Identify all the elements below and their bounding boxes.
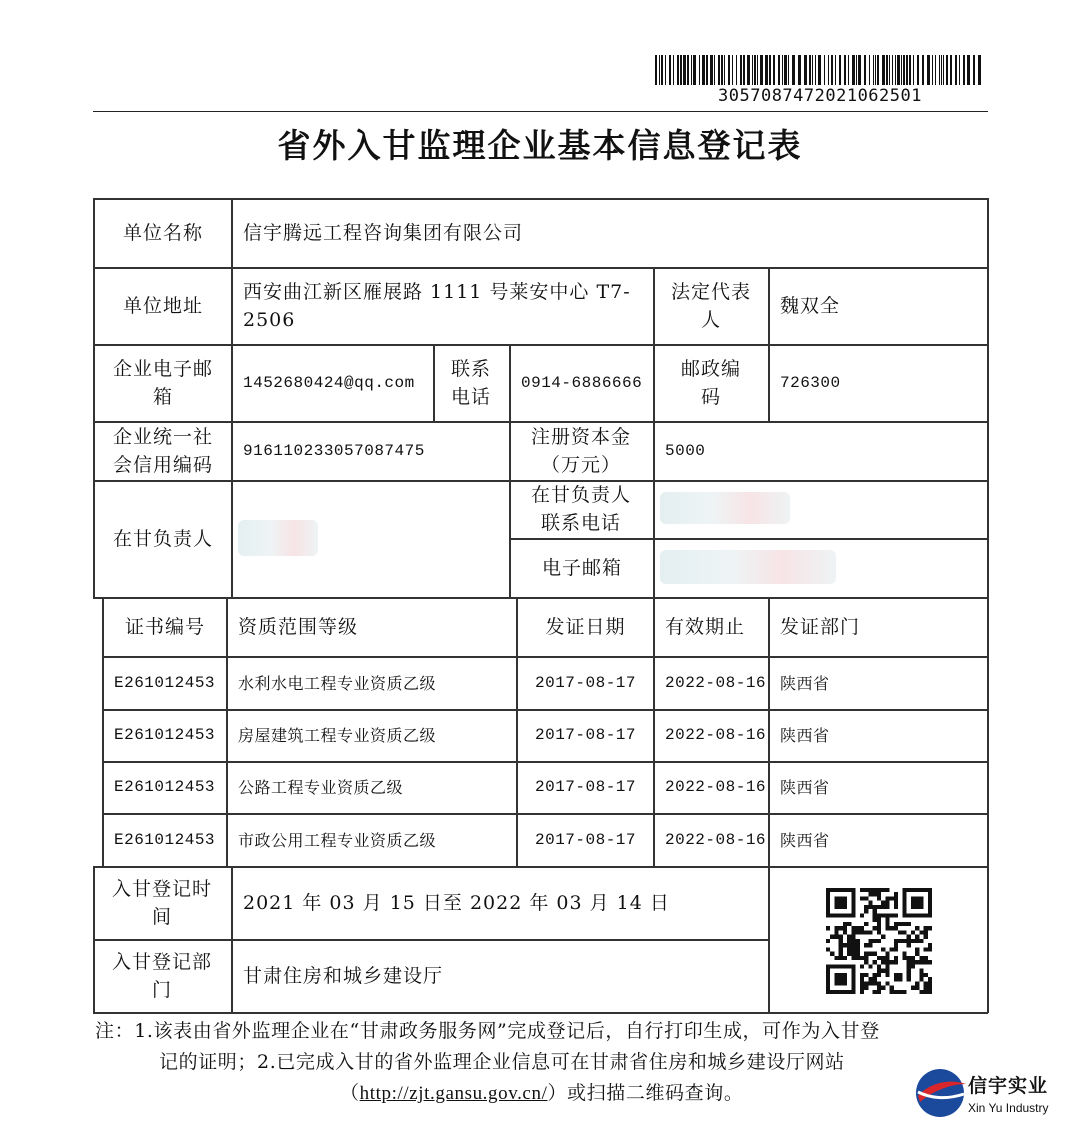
cert-number: E261012453 [114,830,216,849]
phone-value: 0914-6886666 [521,373,643,392]
logo-name: 信宇实业 [968,1075,1049,1097]
reg-time-value: 2021 年 03 月 15 日至 2022 年 03 月 14 日 [243,891,670,914]
cert-number: E261012453 [114,673,216,692]
cert-issue-date: 2017-08-17 [534,778,636,797]
cert-expiry: 2022-08-16 [665,726,767,745]
postal-value: 726300 [780,373,841,392]
cert-issue-date: 2017-08-17 [534,726,636,745]
qr-code-icon[interactable] [826,888,932,994]
email-value: 1452680424@qq.com [243,373,415,392]
cert-number: E261012453 [114,778,216,797]
gansu-manager-label: 在甘负责人 [112,527,213,550]
cert-expiry: 2022-08-16 [665,778,767,797]
cert-header-scope: 资质范围等级 [238,615,359,638]
cert-header-expiry: 有效期止 [665,615,746,638]
legal-rep-label: 法定代表人 [670,280,751,331]
cert-expiry: 2022-08-16 [665,830,767,849]
address-label: 单位地址 [122,294,203,317]
credit-code-label: 企业统一社会信用编码 [112,425,213,476]
credit-code-value: 916110233057087475 [243,441,425,460]
reg-time-label: 入甘登记时间 [111,877,212,928]
cert-header-number: 证书编号 [124,615,205,638]
cert-dept: 陕西省 [780,778,830,798]
company-name-value: 信宇腾远工程咨询集团有限公司 [243,221,524,244]
redacted-phone [660,492,790,524]
redacted-email [660,550,836,584]
note-line-3: ）或扫描二维码查询。 [547,1082,744,1104]
email-label: 企业电子邮箱 [112,357,213,408]
barcode-number: 3057087472021062501 [718,86,922,106]
cert-scope: 市政公用工程专业资质乙级 [238,830,437,850]
cert-issue-date: 2017-08-17 [534,673,636,692]
company-name-label: 单位名称 [122,221,203,244]
capital-label: 注册资本金（万元） [530,425,631,476]
cert-number: E261012453 [114,726,216,745]
legal-rep-value: 魏双全 [780,294,841,317]
cert-expiry: 2022-08-16 [665,673,767,692]
gansu-email-label: 电子邮箱 [541,556,622,579]
page-title: 省外入甘监理企业基本信息登记表 [277,126,803,165]
footnote [95,1016,990,1109]
cert-dept: 陕西省 [780,726,830,746]
reg-dept-value: 甘肃住房和城乡建设厅 [243,964,444,987]
phone-label: 联系电话 [450,357,491,408]
cert-scope: 房屋建筑工程专业资质乙级 [238,726,437,746]
cert-dept: 陕西省 [780,830,830,850]
gansu-phone-label: 在甘负责人联系电话 [530,484,631,534]
cert-header-dept: 发证部门 [780,615,861,638]
note-line-2: 记的证明；2.已完成入甘的省外监理企业信息可在甘肃省住房和城乡建设厅网站 [159,1051,845,1073]
cert-scope: 水利水电工程专业资质乙级 [238,673,437,693]
postal-label: 邮政编码 [680,357,741,408]
logo-subtitle: Xin Yu Industry [968,1101,1049,1115]
cert-dept: 陕西省 [780,673,830,693]
cert-header-issue-date: 发证日期 [545,615,626,638]
reg-dept-label: 入甘登记部门 [111,950,212,1001]
cert-scope: 公路工程专业资质乙级 [238,778,404,798]
note-line-1: 注：1.该表由省外监理企业在“甘肃政务服务网”完成登记后，自行打印生成，可作为入甘登 [95,1020,880,1042]
capital-value: 5000 [665,441,706,460]
note-bracket-open: （ [340,1082,360,1104]
address-value: 西安曲江新区雁展路 1111 号莱安中心 T7-2506 [243,280,631,331]
gansu-website-link[interactable]: http://zjt.gansu.gov.cn/ [359,1083,548,1104]
redacted-manager [238,520,318,556]
cert-issue-date: 2017-08-17 [534,830,636,849]
